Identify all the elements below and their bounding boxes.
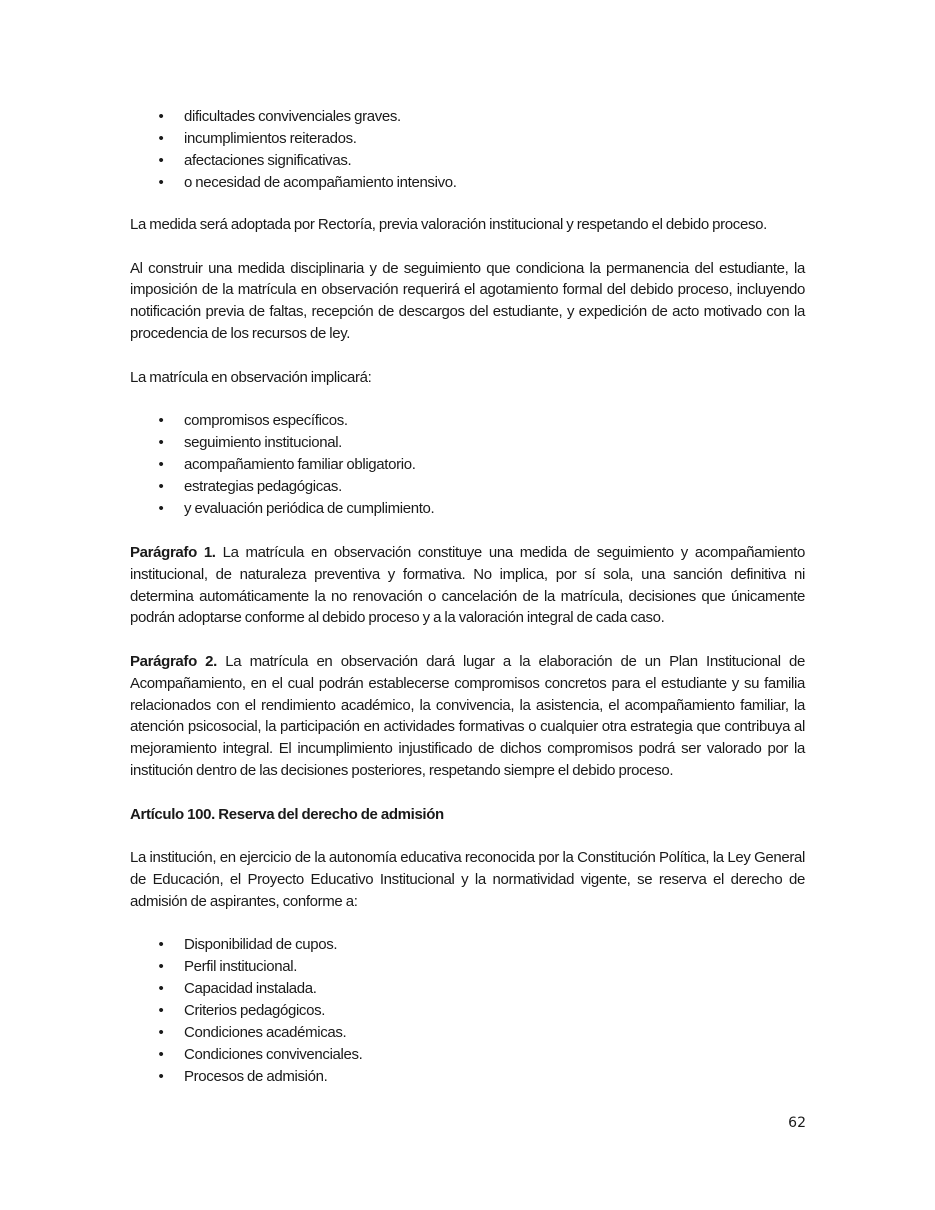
bullet-icon: • — [158, 456, 164, 474]
bullet-icon: • — [158, 1046, 164, 1064]
list-item: • o necesidad de acompañamiento intensivo. — [130, 172, 805, 194]
bullet-icon: • — [158, 1002, 164, 1020]
paragraph-implicara: La matrícula en observación implicará: — [130, 368, 372, 386]
bullet-icon: • — [158, 936, 164, 954]
bullet-icon: • — [158, 108, 164, 125]
list-item: • Disponibilidad de cupos. — [130, 934, 805, 956]
bullet-icon: • — [158, 434, 164, 452]
bullet-icon: • — [158, 130, 164, 147]
bullet-icon: • — [158, 174, 164, 191]
list-item: • y evaluación periódica de cumplimiento. — [130, 498, 805, 520]
bullet-icon: • — [158, 958, 164, 976]
list-item: • Criterios pedagógicos. — [130, 1000, 805, 1022]
list-item: • incumplimientos reiterados. — [130, 128, 805, 150]
list-item: • afectaciones significativas. — [130, 150, 805, 172]
list-item: • Condiciones convivenciales. — [130, 1044, 805, 1066]
paragrafo-1-text: La matrícula en observación constituye una medida de seguimiento y acompañamiento institucional, de naturaleza preventiva y formativa. No implica, por sí sola, una sanción definitiva ni determina automáticamente la no renovación o cancelación de la matrícula, decisiones que únicamente podrán adoptarse conforme al debido proceso y a la valoración integral de cada caso. — [130, 543, 805, 627]
list-item: • dificultades convivenciales graves. — [130, 106, 805, 128]
bullet-list-admission — [130, 934, 805, 1088]
bullet-icon: • — [158, 500, 164, 518]
paragraph-debido-proceso: Al construir una medida disciplinaria y de seguimiento que condiciona la permanencia del estudiante, la imposición de la matrícula en observación requerirá el agotamiento formal del debido proceso, incluyendo notificación previa de faltas, recepción de descargos del estudiante, y expedición de acto motivado con la procedencia de los recursos de ley. — [130, 259, 805, 342]
paragraph-admision: La institución, en ejercicio de la autonomía educativa reconocida por la Constitución Política, la Ley General de Educación, el Proyecto Educativo Institucional y la normatividad vigente, se reserva el derecho de admisión de aspirantes, conforme a: — [130, 849, 805, 910]
paragrafo-1 — [130, 542, 805, 629]
list-item: • compromisos específicos. — [130, 410, 805, 432]
paragrafo-2-text: La matrícula en observación dará lugar a la elaboración de un Plan Institucional de Acompañamiento, en el cual podrán establecerse compromisos concretos para el estudiante y su familia relacionados con el rendimiento académico, la convivencia, la asistencia, el acompañamiento familiar, la atención psicosocial, la participación en actividades formativas o cualquier otra estrategia que contribuya al mejoramiento integral. El incumplimiento injustificado de dichos compromisos podrá ser valorado por la institución dentro de las decisiones posteriores, respetando siempre el debido proceso. — [130, 652, 805, 779]
bullet-icon: • — [158, 412, 164, 430]
paragrafo-2-label: Parágrafo 2. — [130, 652, 217, 670]
list-item: • estrategias pedagógicas. — [130, 476, 805, 498]
bullet-list-implications — [130, 410, 805, 520]
list-item: • Procesos de admisión. — [130, 1066, 805, 1088]
list-item: • acompañamiento familiar obligatorio. — [130, 454, 805, 476]
bullet-icon: • — [158, 1024, 164, 1042]
bullet-list-grounds — [130, 106, 805, 194]
paragraph-rectoria: La medida será adoptada por Rectoría, previa valoración institucional y respetando el debido proceso. — [130, 216, 767, 233]
paragrafo-2 — [130, 651, 805, 782]
list-item: • Condiciones académicas. — [130, 1022, 805, 1044]
document-page — [130, 106, 805, 1110]
bullet-icon: • — [158, 1068, 164, 1086]
article-heading: Artículo 100. Reserva del derecho de admisión — [130, 805, 444, 823]
paragrafo-1-label: Parágrafo 1. — [130, 543, 216, 561]
list-item: • Capacidad instalada. — [130, 978, 805, 1000]
bullet-icon: • — [158, 478, 164, 496]
list-item: • seguimiento institucional. — [130, 432, 805, 454]
page-number: 62 — [788, 1115, 806, 1131]
bullet-icon: • — [158, 152, 164, 169]
bullet-icon: • — [158, 980, 164, 998]
list-item: • Perfil institucional. — [130, 956, 805, 978]
